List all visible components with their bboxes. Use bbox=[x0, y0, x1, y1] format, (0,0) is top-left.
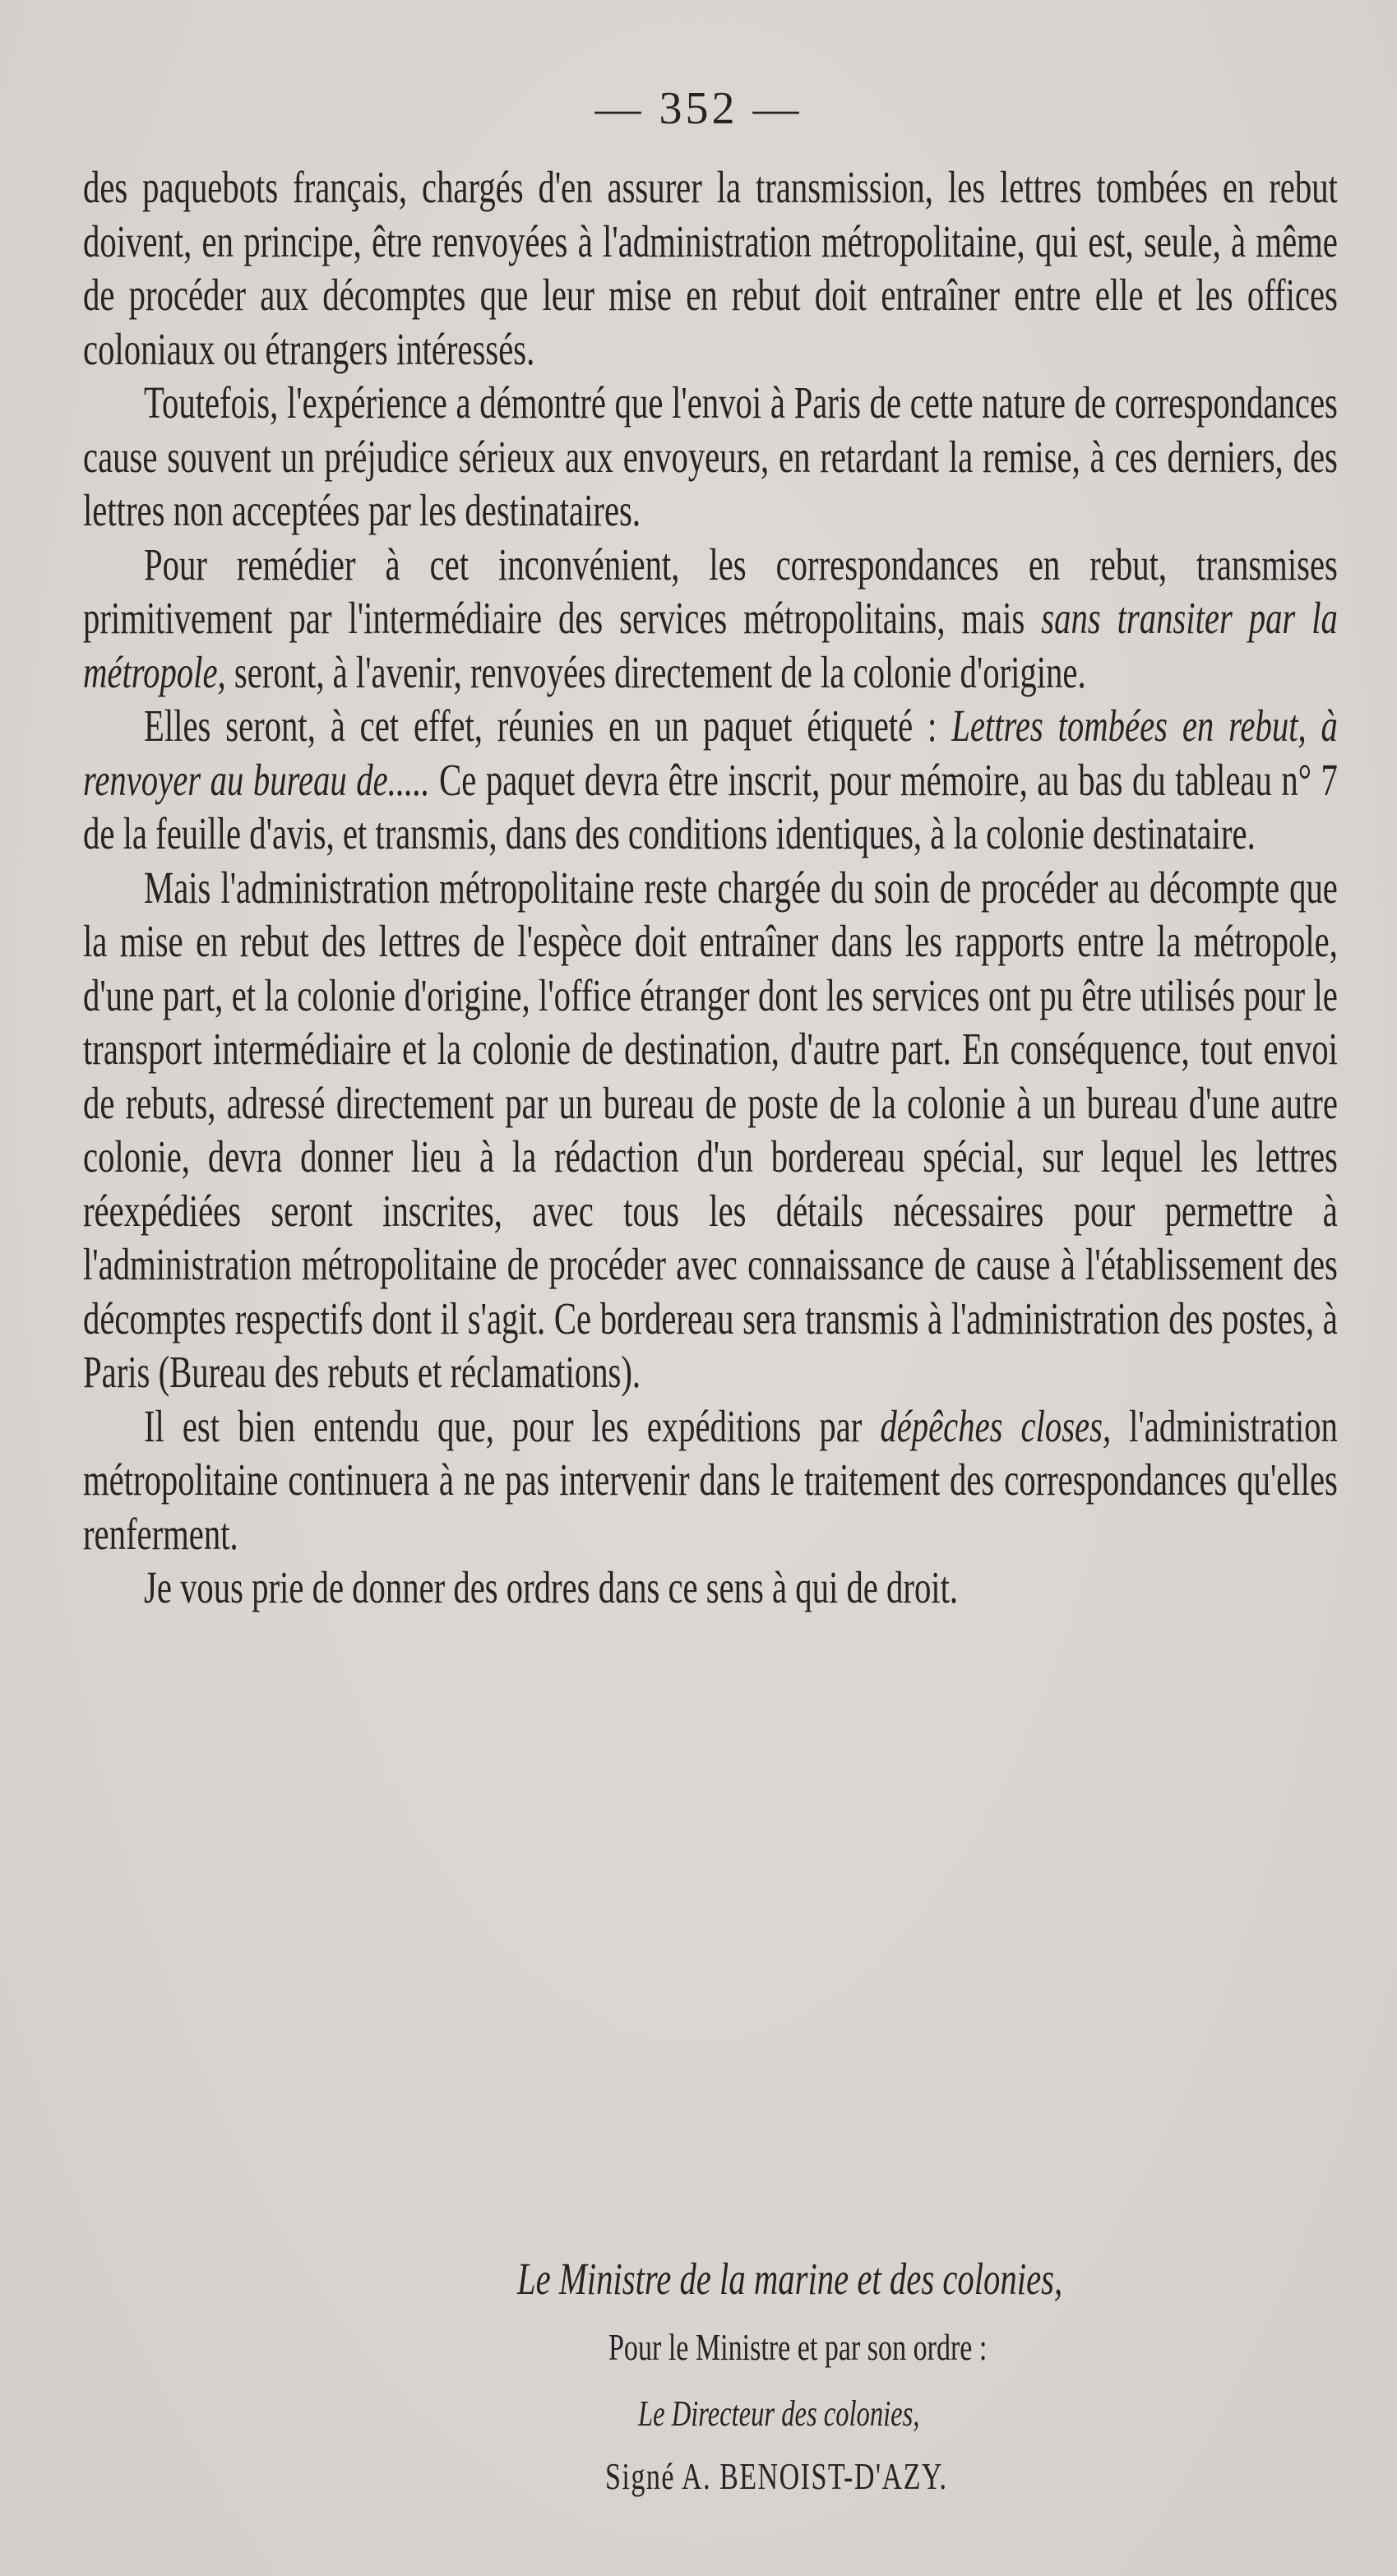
paragraph-text: Elles seront, à cet effet, réunies en un paquet étiqueté : bbox=[144, 701, 952, 751]
paragraph-text: Mais l'administration métropolitaine reste chargée du soin de procéder au décompte que la mise en rebut des lettres de l'espèce doit entraîner dans les rapports entre la métropole, d'une part, et la colonie d'origine, l'office étranger dont les services ont pu être utilisés pour le transport intermédiaire et la colonie de destination, d'autre part. En conséquence, tout envoi de rebuts, adressé directement par un bureau de poste de la colonie à un bureau d'une autre colonie, devra donner lieu à la rédaction d'un bordereau spécial, sur lequel les lettres réexpédiées seront inscrites, avec tous les détails nécessaires pour permettre à l'administration métropolitaine de procéder avec connaissance de cause à l'établissement des décomptes respectifs dont il s'agit. Ce bordereau sera transmis à l'administration des postes, à Paris (Bureau des rebuts et réclamations). bbox=[83, 862, 1338, 1397]
paragraph-text: Ce paquet devra être inscrit, pour mémoire, au bas du tableau n° 7 de la feuille d'avis, et transmis, dans des conditions identiques, à la colonie destinataire. bbox=[83, 754, 1338, 858]
paragraph bbox=[83, 376, 1338, 538]
paragraph bbox=[83, 861, 1338, 1399]
signature-director-title: Le Directeur des colonies, bbox=[638, 2393, 920, 2434]
signature-by-order: Pour le Ministre et par son ordre : bbox=[608, 2326, 988, 2368]
paragraph-text: Toutefois, l'expérience a démontré que l'envoi à Paris de cette nature de correspondances cause souvent un préjudice sérieux aux envoyeurs, en retardant la remise, à ces derniers, des lettres non acceptées par les destinataires. bbox=[83, 377, 1338, 535]
paragraph bbox=[83, 538, 1338, 700]
body-text bbox=[83, 160, 1338, 1615]
signature-signed-name: Signé A. BENOIST-D'AZY. bbox=[605, 2455, 948, 2497]
paragraph-text: seront, à l'avenir, renvoyées directement de la colonie d'origine. bbox=[225, 646, 1086, 697]
paragraph-text: Il est bien entendu que, pour les expéditions par bbox=[144, 1400, 881, 1451]
italic-text: dépêches closes, bbox=[880, 1400, 1112, 1451]
italic-text: sans transiter par la métropole, bbox=[83, 593, 1338, 697]
paragraph bbox=[83, 160, 1338, 376]
page-number: — 352 — bbox=[594, 83, 803, 134]
paragraph bbox=[83, 1561, 1338, 1615]
paragraph-text: Je vous prie de donner des ordres dans ce sens à qui de droit. bbox=[144, 1562, 959, 1612]
signature-minister-title: Le Ministre de la marine et des colonies, bbox=[517, 2254, 1063, 2304]
paragraph-text: des paquebots français, chargés d'en assurer la transmission, les lettres tombées en rebut doivent, en principe, être renvoyées à l'administration métropolitaine, qui est, seule, à même de procéder aux décomptes que leur mise en rebut doit entraîner entre elle et les offices coloniaux ou étrangers intéressés. bbox=[83, 162, 1338, 374]
italic-text: Lettres tombées en rebut, à renvoyer au bureau de..... bbox=[83, 701, 1338, 805]
paragraph bbox=[83, 1399, 1338, 1561]
paragraph bbox=[83, 699, 1338, 861]
paragraph-text: l'administration métropolitaine continuera à ne pas intervenir dans le traitement des correspondances qu'elles renferment. bbox=[83, 1400, 1338, 1559]
paragraph-text: Pour remédier à cet inconvénient, les correspondances en rebut, transmises primitivement par l'intermédiaire des services métropolitains, mais bbox=[83, 539, 1338, 643]
